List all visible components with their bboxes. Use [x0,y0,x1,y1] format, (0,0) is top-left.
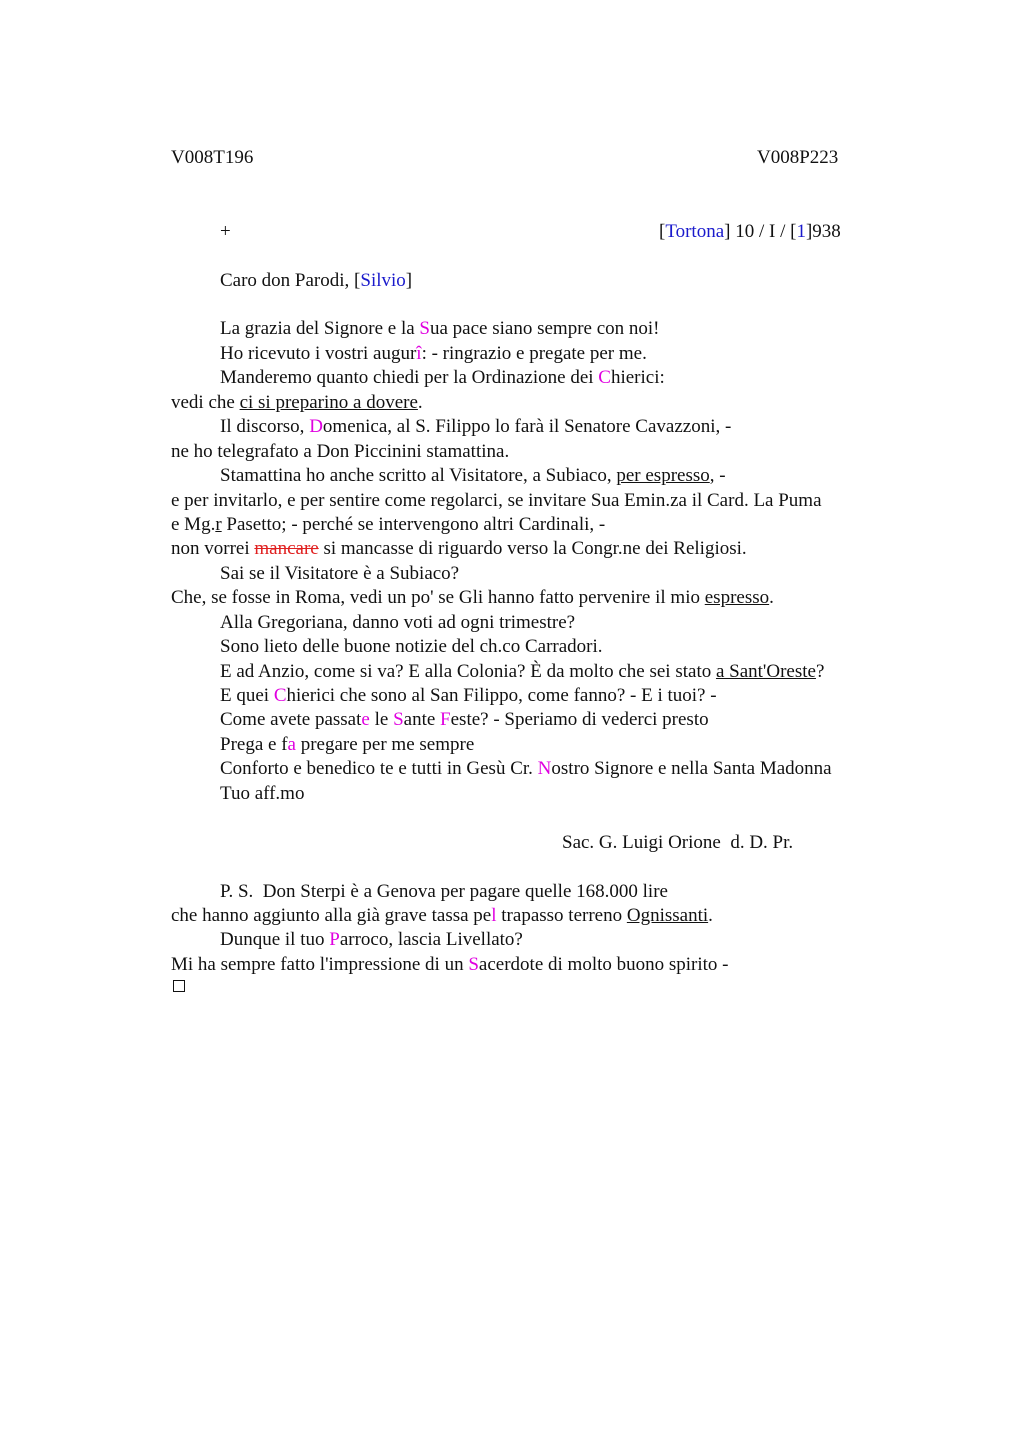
letter-date [659,220,841,244]
text-run: Come avete passat [220,709,362,730]
highlight-letter: S [393,709,404,730]
highlight-letter: C [598,367,611,388]
date-year-open: [ [790,221,797,242]
body-line-5 [220,415,731,439]
text-run: e Mg. [171,514,216,535]
text-run: hierici: [610,367,665,388]
highlight-letter: a [287,734,296,755]
text-run: Prega e f [220,734,288,755]
text-run: si mancasse di riguardo verso la Congr.ne dei Religiosi. [318,538,747,559]
body-line-9 [171,513,605,537]
end-square-icon [173,980,185,992]
postscript-line-2 [171,904,713,928]
highlight-letter: N [537,758,552,779]
salutation-close: ] [405,270,413,291]
text-run: arroco, lascia Livellato? [339,929,523,950]
underlined-text: per espresso [616,465,710,486]
text-run: . [708,905,713,926]
underlined-text: ci si preparino a dovere [239,392,418,413]
body-line-11: Sai se il Visitatore è a Subiaco? [220,563,460,584]
text-run: , - [709,465,726,486]
text-run: che hanno aggiunto alla già grave tassa pe [171,905,492,926]
text-run: trapasso terreno [496,905,627,926]
highlight-letter: e [361,709,370,730]
text-run: E quei [220,685,274,706]
date-place: Tortona [665,221,725,242]
text-run: Pasetto; - perché se intervengono altri Cardinali, - [221,514,606,535]
body-line-7 [220,464,726,488]
highlight-letter: î [416,343,422,364]
text-run: Conforto e benedico te e tutti in Gesù Cr. [220,758,538,779]
date-middle: 10 / I / [730,221,791,242]
text-run: Mi ha sempre fatto l'impressione di un [171,954,469,975]
text-run: este? - Speriamo di vederci presto [450,709,709,730]
body-line-17 [220,708,709,732]
text-run: . [417,392,423,413]
text-run: acerdote di molto buono spirito - [478,954,729,975]
highlight-letter: P [329,929,340,950]
text-run: hierici che sono al San Filippo, come fanno? - E i tuoi? - [286,685,717,706]
text-run: . [769,587,774,608]
highlight-letter: l [491,905,497,926]
body-line-4 [171,391,423,415]
body-line-2 [220,342,647,366]
body-line-3 [220,366,665,390]
text-run: vedi che [171,392,240,413]
signature: Sac. G. Luigi Orione d. D. Pr. [562,832,794,853]
salutation [220,269,412,293]
text-run: ? [815,661,825,682]
highlight-letter: S [468,954,479,975]
body-line-12 [171,586,774,610]
cross-mark: + [220,221,231,242]
date-bracket-close: ] [724,221,731,242]
body-line-14: Sono lieto delle buone notizie del ch.co Carradori. [220,636,603,657]
text-run: non vorrei [171,538,255,559]
text-run: E ad Anzio, come si va? E alla Colonia? È da molto che sei stato [220,661,716,682]
text-run: Che, se fosse in Roma, vedi un po' se Gli hanno fatto pervenire il mio [171,587,705,608]
highlight-letter: C [273,685,287,706]
underlined-text: r [215,514,222,535]
body-line-8: e per invitarlo, e per sentire come regolarci, se invitare Sua Emin.za il Card. La Puma [171,490,822,511]
text-run: : - ringrazio e pregate per me. [421,343,647,364]
text-run: Il discorso, [220,416,310,437]
body-line-19 [220,757,832,781]
text-run: le [369,709,394,730]
underlined-text: a Sant'Oreste [715,661,816,682]
text-run: ostro Signore e nella Santa Madonna [551,758,832,779]
highlight-letter: S [419,318,430,339]
date-year-digit: 1 [796,221,806,242]
body-line-13: Alla Gregoriana, danno voti ad ogni trimestre? [220,612,576,633]
text-run: Ho ricevuto i vostri augur [220,343,417,364]
salutation-name: Silvio [360,270,406,291]
salutation-text: Caro don Parodi, [220,270,355,291]
highlight-letter: F [440,709,451,730]
text-run: ante [403,709,441,730]
highlight-letter: D [309,416,323,437]
underlined-text: Ognissanti [626,905,709,926]
date-bracket-open: [ [659,221,666,242]
text-run: Manderemo quanto chiedi per la Ordinazione dei [220,367,599,388]
salutation-open: [ [354,270,361,291]
postscript-line-3 [220,928,523,952]
body-line-15 [220,660,824,684]
body-line-10 [171,537,747,561]
body-line-1 [220,317,660,341]
struck-text: mancare [254,538,319,559]
body-line-18 [220,733,474,757]
postscript-line-1: P. S. Don Sterpi è a Genova per pagare quelle 168.000 lire [220,881,668,902]
text-run: omenica, al S. Filippo lo farà il Senatore Cavazzoni, - [322,416,732,437]
date-year-rest: 938 [812,221,841,242]
text-run: Stamattina ho anche scritto al Visitatore, a Subiaco, [220,465,617,486]
date-year-close: ] [805,221,813,242]
body-line-16 [220,684,717,708]
header-left-code: V008T196 [171,147,254,168]
text-run: pregare per me sempre [295,734,475,755]
text-run: ua pace siano sempre con noi! [430,318,660,339]
text-run: Dunque il tuo [220,929,330,950]
text-run: La grazia del Signore e la [220,318,420,339]
closing-line: Tuo aff.mo [220,783,305,804]
header-right-code: V008P223 [757,147,839,168]
postscript-line-4 [171,953,729,977]
underlined-text: espresso [704,587,770,608]
body-line-6: ne ho telegrafato a Don Piccinini stamattina. [171,441,510,462]
